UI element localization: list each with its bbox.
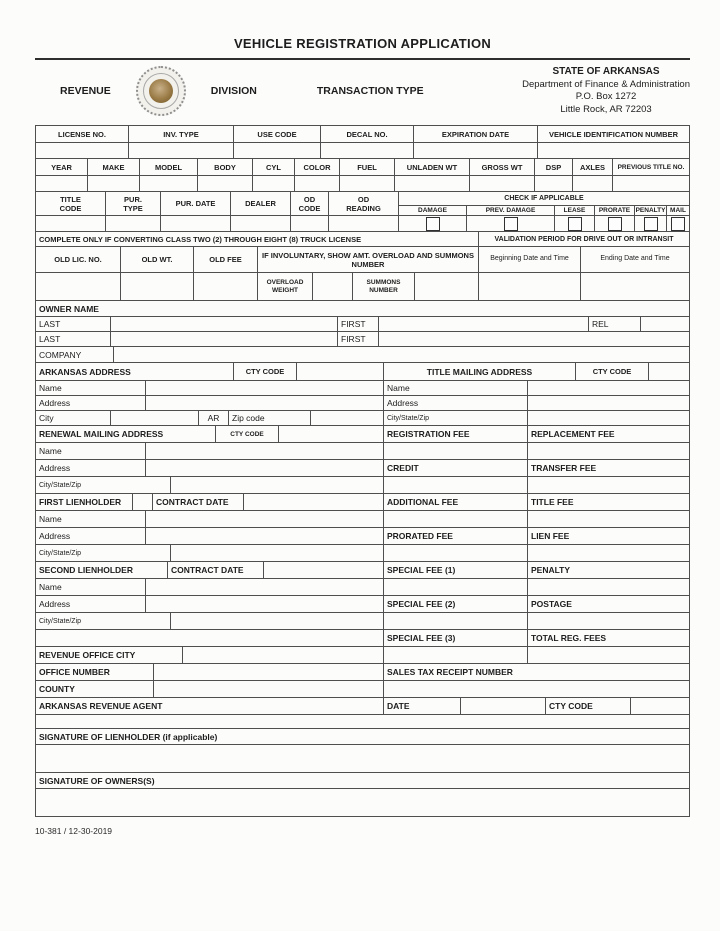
vin-input[interactable] bbox=[538, 143, 690, 159]
cyl-label: CYL bbox=[253, 159, 295, 176]
renewal-csz-label: City/State/Zip bbox=[36, 477, 171, 494]
cyl-input[interactable] bbox=[253, 176, 295, 192]
office-number-input[interactable] bbox=[154, 664, 384, 681]
ending-date-time-input[interactable] bbox=[581, 273, 690, 301]
previous-title-no-input[interactable] bbox=[613, 176, 690, 192]
registration-fee-input[interactable] bbox=[384, 443, 528, 460]
second-lien-name-input[interactable] bbox=[146, 579, 384, 596]
inv-type-input[interactable] bbox=[129, 143, 234, 159]
model-label: MODEL bbox=[140, 159, 198, 176]
first-lien-name-label: Name bbox=[36, 511, 146, 528]
replacement-fee-input[interactable] bbox=[528, 443, 690, 460]
old-lic-no-label: OLD LIC. NO. bbox=[36, 247, 121, 273]
use-code-label: USE CODE bbox=[234, 126, 321, 143]
ending-date-time-label: Ending Date and Time bbox=[581, 247, 690, 273]
dsp-input[interactable] bbox=[535, 176, 573, 192]
second-contract-date-label: CONTRACT DATE bbox=[168, 562, 264, 579]
arkansas-state-label: AR bbox=[199, 411, 229, 426]
first-lien-name-input[interactable] bbox=[146, 511, 384, 528]
sales-tax-receipt-label: SALES TAX RECEIPT NUMBER bbox=[384, 664, 690, 681]
owner1-last-input[interactable] bbox=[111, 317, 338, 332]
blank-cell bbox=[36, 715, 690, 729]
lease-checkbox-cell bbox=[555, 216, 595, 232]
first-lien-name-row bbox=[36, 511, 690, 528]
prev-damage-label: PREV. DAMAGE bbox=[467, 206, 555, 216]
title-address-input[interactable] bbox=[528, 396, 690, 411]
penalty-checkbox-cell bbox=[635, 216, 667, 232]
first-lien-csz-row bbox=[36, 545, 690, 562]
mail-checkbox[interactable] bbox=[671, 217, 685, 231]
renewal-cty-code-input[interactable] bbox=[279, 426, 384, 443]
arkansas-zip-input[interactable] bbox=[311, 411, 384, 426]
arkansas-zip-label: Zip code bbox=[229, 411, 311, 426]
vehicle-id-header-row bbox=[36, 126, 690, 143]
revenue-office-city-row bbox=[36, 647, 690, 664]
second-lien-name-row bbox=[36, 579, 690, 596]
pur-type-input[interactable] bbox=[106, 216, 161, 232]
penalty-checkbox[interactable] bbox=[644, 217, 658, 231]
license-no-label: LICENSE NO. bbox=[36, 126, 129, 143]
signature-owners-input[interactable] bbox=[36, 789, 690, 817]
arkansas-name-input[interactable] bbox=[146, 381, 384, 396]
first-lienholder-header-row bbox=[36, 494, 690, 511]
pur-date-input[interactable] bbox=[161, 216, 231, 232]
renewal-address-input[interactable] bbox=[146, 460, 384, 477]
owner-name-header-row bbox=[36, 301, 690, 317]
owner2-first-input[interactable] bbox=[379, 332, 690, 347]
owners-signature-header-row bbox=[36, 773, 690, 789]
damage-checkbox-cell bbox=[399, 216, 467, 232]
damage-checkbox[interactable] bbox=[426, 217, 440, 231]
additional-fee-input[interactable] bbox=[384, 511, 528, 528]
year-input[interactable] bbox=[36, 176, 88, 192]
model-input[interactable] bbox=[140, 176, 198, 192]
vehicle-desc-header-row bbox=[36, 159, 690, 176]
prorated-fee-label: PRORATED FEE bbox=[384, 528, 528, 545]
make-input[interactable] bbox=[88, 176, 140, 192]
revenue-office-city-label: REVENUE OFFICE CITY bbox=[36, 647, 183, 664]
owner2-row bbox=[36, 332, 690, 347]
first-lien-csz-label: City/State/Zip bbox=[36, 545, 171, 562]
arkansas-address-input[interactable] bbox=[146, 396, 384, 411]
old-lic-no-input[interactable] bbox=[36, 273, 121, 301]
agent-cty-code-label: CTY CODE bbox=[546, 698, 631, 715]
second-lienholder-header: SECOND LIENHOLDER bbox=[36, 562, 168, 579]
arkansas-address-label: Address bbox=[36, 396, 146, 411]
registration-fee-label: REGISTRATION FEE bbox=[384, 426, 528, 443]
beginning-date-time-label: Beginning Date and Time bbox=[479, 247, 581, 273]
lease-label: LEASE bbox=[555, 206, 595, 216]
owner1-rel-label: REL bbox=[589, 317, 641, 332]
title-code-label: TITLE CODE bbox=[36, 192, 106, 216]
division-label: DIVISION bbox=[210, 85, 257, 97]
signature-owners-label: SIGNATURE OF OWNERS(S) bbox=[36, 773, 690, 789]
renewal-mailing-address-header: RENEWAL MAILING ADDRESS bbox=[36, 426, 216, 443]
renewal-csz-row bbox=[36, 477, 690, 494]
prev-damage-checkbox-cell bbox=[467, 216, 555, 232]
agency-name: STATE OF ARKANSAS bbox=[552, 66, 660, 78]
title-cty-code-input[interactable] bbox=[649, 363, 690, 381]
agency-dept: Department of Finance & Administration bbox=[522, 78, 690, 90]
decal-no-label: DECAL NO. bbox=[321, 126, 414, 143]
replacement-fee-label: REPLACEMENT FEE bbox=[528, 426, 690, 443]
color-label: COLOR bbox=[295, 159, 340, 176]
county-row bbox=[36, 681, 690, 698]
title-address-label: Address bbox=[384, 396, 528, 411]
old-fee-label: OLD FEE bbox=[194, 247, 258, 273]
year-label: YEAR bbox=[36, 159, 88, 176]
vehicle-desc-input-row bbox=[36, 176, 690, 192]
unladen-wt-input[interactable] bbox=[395, 176, 470, 192]
lienholder-signature-area-row bbox=[36, 745, 690, 773]
penalty-fee-label: PENALTY bbox=[528, 562, 690, 579]
prorate-checkbox-cell bbox=[595, 216, 635, 232]
transfer-fee-input[interactable] bbox=[528, 477, 690, 494]
additional-fee-label: ADDITIONAL FEE bbox=[384, 494, 528, 511]
lienholder-signature-header-row bbox=[36, 729, 690, 745]
penalty-label: PENALTY bbox=[635, 207, 666, 214]
title-cty-code-label: CTY CODE bbox=[576, 363, 649, 381]
second-lienholder-header-row bbox=[36, 562, 690, 579]
unladen-wt-label: UNLADEN WT bbox=[395, 159, 470, 176]
special-fee-1-label: SPECIAL FEE (1) bbox=[384, 562, 528, 579]
signature-lienholder-label: SIGNATURE OF LIENHOLDER (if applicable) bbox=[36, 729, 690, 745]
address-city-row bbox=[36, 411, 690, 426]
first-lien-address-label: Address bbox=[36, 528, 146, 545]
company-row bbox=[36, 347, 690, 363]
od-code-label: OD CODE bbox=[291, 192, 329, 216]
gross-wt-input[interactable] bbox=[470, 176, 535, 192]
body-input[interactable] bbox=[198, 176, 253, 192]
fuel-input[interactable] bbox=[340, 176, 395, 192]
license-no-input[interactable] bbox=[36, 143, 129, 159]
title-code-input[interactable] bbox=[36, 216, 106, 232]
pur-date-label: PUR. DATE bbox=[161, 192, 231, 216]
date-input[interactable] bbox=[461, 698, 546, 715]
check-if-applicable-title: CHECK IF APPLICABLE bbox=[399, 192, 690, 206]
first-lien-address-input[interactable] bbox=[146, 528, 384, 545]
dealer-label: DEALER bbox=[231, 192, 291, 216]
postage-input[interactable] bbox=[528, 613, 690, 630]
purchase-input-row bbox=[36, 216, 690, 232]
color-input[interactable] bbox=[295, 176, 340, 192]
second-lien-address-label: Address bbox=[36, 596, 146, 613]
owner1-first-input[interactable] bbox=[379, 317, 589, 332]
expiration-date-label: EXPIRATION DATE bbox=[414, 126, 538, 143]
first-lienholder-header: FIRST LIENHOLDER bbox=[36, 494, 133, 511]
old-wt-input[interactable] bbox=[121, 273, 194, 301]
inv-type-label: INV. TYPE bbox=[129, 126, 234, 143]
dealer-input[interactable] bbox=[231, 216, 291, 232]
special-fee-2-input[interactable] bbox=[384, 613, 528, 630]
od-reading-label: OD READING bbox=[329, 192, 399, 216]
date-label: DATE bbox=[384, 698, 461, 715]
first-lienholder-code-input[interactable] bbox=[133, 494, 153, 511]
special3-row bbox=[36, 630, 690, 647]
address-name-row bbox=[36, 381, 690, 396]
overload-weight-label: OVERLOAD WEIGHT bbox=[258, 273, 313, 301]
arkansas-cty-code-input[interactable] bbox=[297, 363, 384, 381]
total-reg-fees-input[interactable] bbox=[528, 647, 690, 664]
involuntary-label: IF INVOLUNTARY, SHOW AMT. OVERLOAD AND SUMMONS NUMBER bbox=[258, 247, 479, 273]
owner1-last-label: LAST bbox=[36, 317, 111, 332]
second-lien-csz-label: City/State/Zip bbox=[36, 613, 171, 630]
prorate-checkbox[interactable] bbox=[608, 217, 622, 231]
transaction-type-label: TRANSACTION TYPE bbox=[316, 85, 424, 97]
special-fee-3-input[interactable] bbox=[384, 647, 528, 664]
county-label: COUNTY bbox=[36, 681, 154, 698]
revenue-office-city-input[interactable] bbox=[183, 647, 384, 664]
title-fee-label: TITLE FEE bbox=[528, 494, 690, 511]
first-lien-address-row bbox=[36, 528, 690, 545]
summons-number-input[interactable] bbox=[415, 273, 479, 301]
owner1-rel-input[interactable] bbox=[641, 317, 690, 332]
arkansas-state-seal-icon bbox=[136, 66, 186, 116]
owner2-last-input[interactable] bbox=[111, 332, 338, 347]
decal-no-input[interactable] bbox=[321, 143, 414, 159]
penalty-fee-input[interactable] bbox=[528, 579, 690, 596]
vin-label: VEHICLE IDENTIFICATION NUMBER bbox=[538, 126, 690, 143]
od-reading-input[interactable] bbox=[329, 216, 399, 232]
old-fee-input[interactable] bbox=[194, 273, 258, 301]
summons-number-label: SUMMONS NUMBER bbox=[353, 273, 415, 301]
agent-cty-code-input[interactable] bbox=[631, 698, 690, 715]
owner2-first-label: FIRST bbox=[338, 332, 379, 347]
address-headers-row bbox=[36, 363, 690, 381]
truck-labels-row bbox=[36, 247, 690, 273]
truck-conversion-header: COMPLETE ONLY IF CONVERTING CLASS TWO (2) THROUGH EIGHT (8) TRUCK LICENSE bbox=[36, 232, 479, 247]
company-label: COMPANY bbox=[36, 347, 114, 363]
title-csz-input[interactable] bbox=[528, 411, 690, 426]
truck-validation-header-row bbox=[36, 232, 690, 247]
arkansas-revenue-agent-label: ARKANSAS REVENUE AGENT bbox=[36, 698, 384, 715]
axles-label: AXLES bbox=[573, 159, 613, 176]
renewal-header-row bbox=[36, 426, 690, 443]
title-name-label: Name bbox=[384, 381, 528, 396]
agency-po-box: P.O. Box 1272 bbox=[575, 91, 637, 103]
arkansas-city-label: City bbox=[36, 411, 111, 426]
lease-checkbox[interactable] bbox=[568, 217, 582, 231]
old-wt-label: OLD WT. bbox=[121, 247, 194, 273]
special-fee-2-label: SPECIAL FEE (2) bbox=[384, 596, 528, 613]
owners-signature-area-row bbox=[36, 789, 690, 817]
form-header bbox=[35, 60, 690, 122]
truck-inputs-row bbox=[36, 273, 690, 301]
second-lien-address-row bbox=[36, 596, 690, 613]
registration-table bbox=[35, 125, 690, 817]
prorate-label: PRORATE bbox=[595, 206, 635, 216]
office-number-row bbox=[36, 664, 690, 681]
county-input[interactable] bbox=[154, 681, 384, 698]
lien-fee-input[interactable] bbox=[528, 545, 690, 562]
prorated-fee-input[interactable] bbox=[384, 545, 528, 562]
page-title: VEHICLE REGISTRATION APPLICATION bbox=[233, 36, 492, 51]
revenue-agent-row bbox=[36, 698, 690, 715]
form-number-footer: 10-381 / 12-30-2019 bbox=[35, 826, 113, 836]
beginning-date-time-input[interactable] bbox=[479, 273, 581, 301]
second-lien-name-label: Name bbox=[36, 579, 146, 596]
vehicle-id-input-row bbox=[36, 143, 690, 159]
first-contract-date-label: CONTRACT DATE bbox=[153, 494, 244, 511]
postage-label: POSTAGE bbox=[528, 596, 690, 613]
axles-input[interactable] bbox=[573, 176, 613, 192]
arkansas-address-header: ARKANSAS ADDRESS bbox=[36, 363, 234, 381]
owner1-row bbox=[36, 317, 690, 332]
transfer-fee-label: TRANSFER FEE bbox=[528, 460, 690, 477]
title-csz-label: City/State/Zip bbox=[384, 411, 528, 426]
second-lien-csz-input[interactable] bbox=[171, 613, 384, 630]
owner-name-header: OWNER NAME bbox=[36, 301, 690, 317]
signature-lienholder-input[interactable] bbox=[36, 745, 690, 773]
renewal-name-input[interactable] bbox=[146, 443, 384, 460]
credit-label: CREDIT bbox=[384, 460, 528, 477]
credit-input[interactable] bbox=[384, 477, 528, 494]
revenue-label: REVENUE bbox=[60, 85, 111, 97]
overload-weight-input[interactable] bbox=[313, 273, 353, 301]
renewal-cty-code-label: CTY CODE bbox=[216, 426, 279, 443]
dsp-label: DSP bbox=[535, 159, 573, 176]
renewal-csz-input[interactable] bbox=[171, 477, 384, 494]
second-lien-address-input[interactable] bbox=[146, 596, 384, 613]
total-reg-fees-label: TOTAL REG. FEES bbox=[528, 630, 690, 647]
previous-title-no-label: PREVIOUS TITLE NO. bbox=[613, 159, 690, 176]
use-code-input[interactable] bbox=[234, 143, 321, 159]
special-fee-1-input[interactable] bbox=[384, 579, 528, 596]
title-name-input[interactable] bbox=[528, 381, 690, 396]
office-number-label: OFFICE NUMBER bbox=[36, 664, 154, 681]
agency-address-block bbox=[522, 65, 690, 117]
renewal-address-label: Address bbox=[36, 460, 146, 477]
second-lien-csz-row bbox=[36, 613, 690, 630]
arkansas-cty-code-label: CTY CODE bbox=[234, 363, 297, 381]
owner1-first-label: FIRST bbox=[338, 317, 379, 332]
validation-period-header: VALIDATION PERIOD FOR DRIVE OUT OR INTRANSIT bbox=[479, 232, 690, 247]
lien-fee-label: LIEN FEE bbox=[528, 528, 690, 545]
mail-label: MAIL bbox=[667, 206, 690, 216]
make-label: MAKE bbox=[88, 159, 140, 176]
arkansas-city-input[interactable] bbox=[111, 411, 199, 426]
blank-cell bbox=[36, 630, 384, 647]
expiration-date-input[interactable] bbox=[414, 143, 538, 159]
first-lien-csz-input[interactable] bbox=[171, 545, 384, 562]
first-contract-date-input[interactable] bbox=[244, 494, 384, 511]
body-label: BODY bbox=[198, 159, 253, 176]
owner2-last-label: LAST bbox=[36, 332, 111, 347]
second-contract-date-input[interactable] bbox=[264, 562, 384, 579]
check-if-applicable-section bbox=[399, 192, 690, 216]
title-mailing-address-header: TITLE MAILING ADDRESS bbox=[384, 363, 576, 381]
company-input[interactable] bbox=[114, 347, 690, 363]
pur-type-label: PUR. TYPE bbox=[106, 192, 161, 216]
damage-label: DAMAGE bbox=[399, 206, 467, 216]
renewal-name-label: Name bbox=[36, 443, 146, 460]
purchase-header-row bbox=[36, 192, 690, 216]
title-fee-input[interactable] bbox=[528, 511, 690, 528]
agency-city: Little Rock, AR 72203 bbox=[560, 104, 652, 116]
gross-wt-label: GROSS WT bbox=[470, 159, 535, 176]
od-code-input[interactable] bbox=[291, 216, 329, 232]
prev-damage-checkbox[interactable] bbox=[504, 217, 518, 231]
special-fee-3-label: SPECIAL FEE (3) bbox=[384, 630, 528, 647]
mail-checkbox-cell bbox=[667, 216, 690, 232]
sales-tax-receipt-input[interactable] bbox=[384, 681, 690, 698]
renewal-address-row bbox=[36, 460, 690, 477]
arkansas-name-label: Name bbox=[36, 381, 146, 396]
address-street-row bbox=[36, 396, 690, 411]
renewal-name-row bbox=[36, 443, 690, 460]
fuel-label: FUEL bbox=[340, 159, 395, 176]
spacer-row bbox=[36, 715, 690, 729]
